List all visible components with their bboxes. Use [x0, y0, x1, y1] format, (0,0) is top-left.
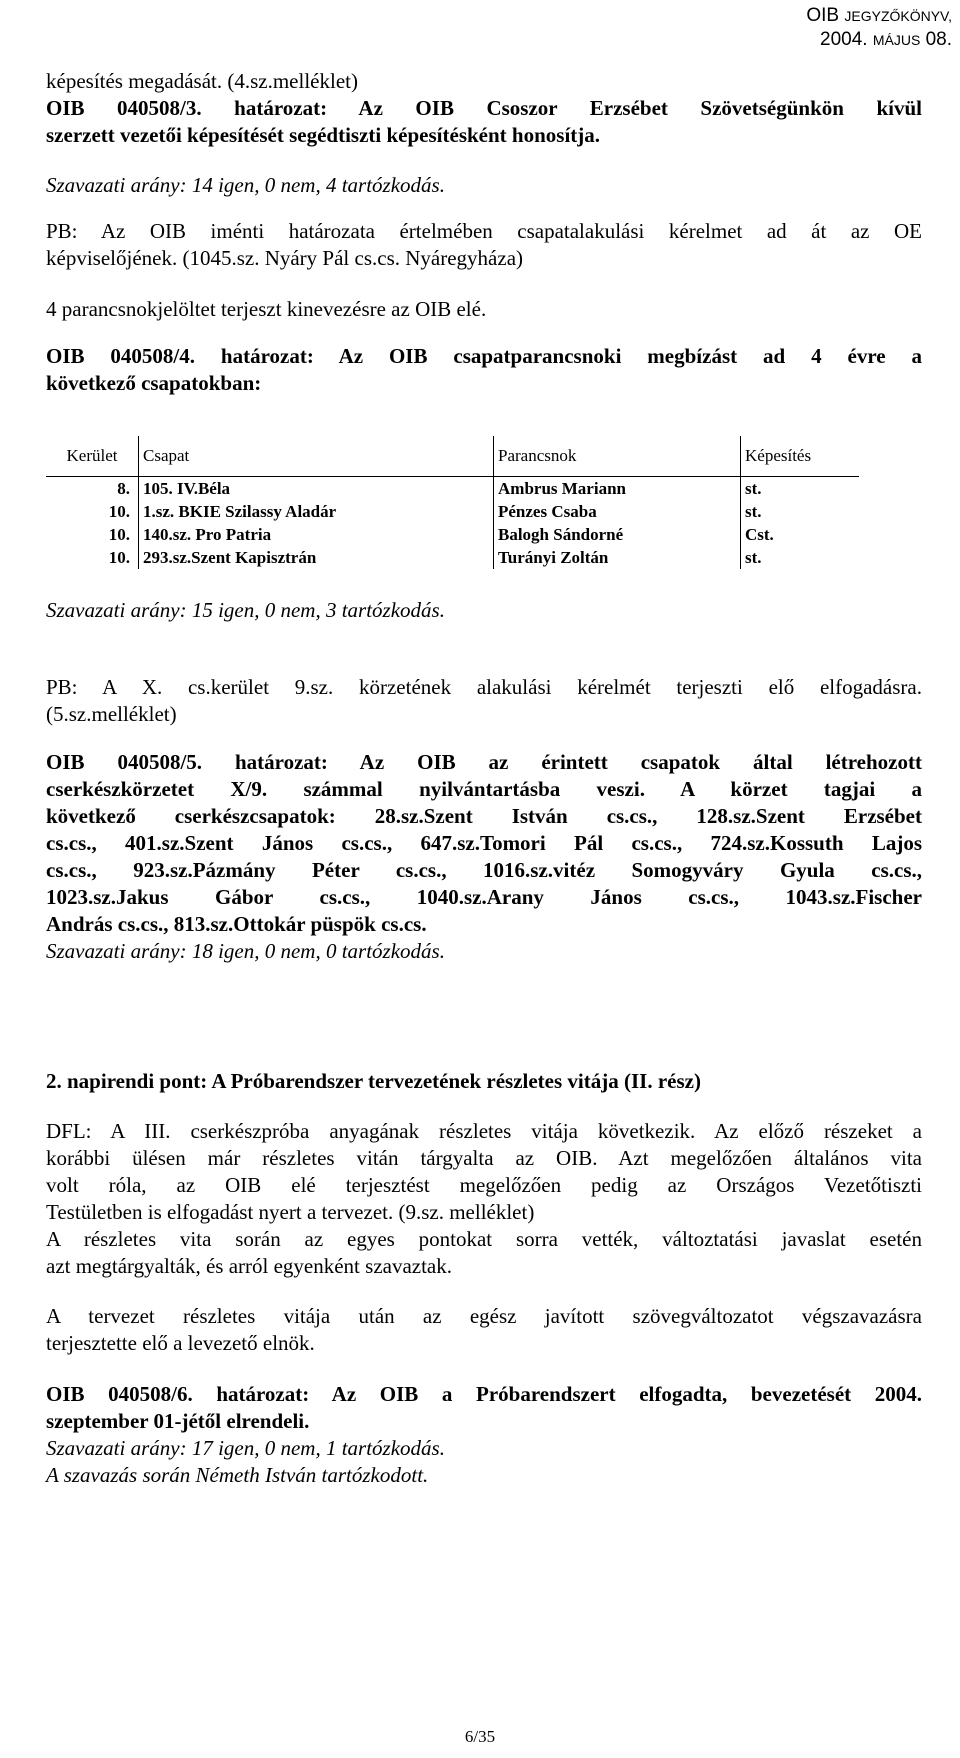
text-line: képesítés megadását. (4.sz.melléklet) [46, 69, 358, 93]
header-line-2: 2004. MÁJUS 08. [820, 29, 952, 50]
dfl-line: azt megtárgyalták, és arról egyenként szavaztak. [46, 1254, 453, 1278]
table-row [46, 477, 859, 501]
agenda-item-title: 2. napirendi pont: A Próbarendszer tervezetének részletes vitája (II. rész) [46, 1069, 701, 1093]
vote-ratio: Szavazati arány: 17 igen, 0 nem, 1 tartózkodás. [46, 1436, 445, 1460]
table-header-row [46, 436, 859, 477]
resolution-5-line: cs.cs., 401.sz.Szent János cs.cs., 647.sz.Tomori Pál cs.cs., 724.sz.Kossuth Lajos [46, 831, 922, 855]
pb-line: PB: A X. cs.kerület 9.sz. körzetének alakulási kérelmét terjeszti elő elfogadásra. [46, 675, 922, 699]
dfl-line: volt róla, az OIB elé terjesztést megelőzően pedig az Országos Vezetőtiszti [46, 1173, 922, 1197]
resolution-5-line: András cs.cs., 813.sz.Ottokár püspök cs.cs. [46, 912, 427, 936]
dfl-line: Testületben is elfogadást nyert a tervezet. (9.sz. melléklet) [46, 1200, 535, 1224]
dfl-line: A tervezet részletes vitája után az egész javított szövegváltozatot végszavazásra [46, 1304, 922, 1328]
header-cell: Kerület [46, 436, 139, 477]
header-line-1: OIB JEGYZŐKÖNYV, [806, 5, 952, 26]
header-cell: Csapat [139, 436, 494, 477]
resolution-5-line: következő cserkészcsapatok: 28.sz.Szent István cs.cs., 128.sz.Szent Erzsébet [46, 804, 922, 828]
page-number: 6/35 [464, 1727, 496, 1746]
table-row [46, 546, 859, 569]
dfl-line: terjesztette elő a levezető elnök. [46, 1331, 315, 1355]
table-cell: Turányi Zoltán [494, 546, 741, 569]
table-cell: 10. [46, 523, 139, 546]
table-cell: 8. [46, 477, 139, 501]
table-cell: st. [745, 501, 762, 521]
resolution-3-line: szerzett vezetői képesítését segédtiszti képesítésként honosítja. [46, 123, 601, 147]
resolution-4-line: OIB 040508/4. határozat: Az OIB csapatparancsnoki megbízást ad 4 évre a [46, 344, 922, 368]
table-cell: 140.sz. Pro Patria [139, 523, 494, 546]
page-header [806, 4, 952, 52]
resolution-5-line: OIB 040508/5. határozat: Az OIB az érintett csapatok által létrehozott [46, 750, 922, 774]
pb-line: (5.sz.melléklet) [46, 702, 177, 726]
header-cell: Képesítés [741, 436, 860, 477]
vote-ratio: Szavazati arány: 18 igen, 0 nem, 0 tartózkodás. [46, 939, 445, 963]
abstention-note: A szavazás során Németh István tartózkodott. [46, 1463, 429, 1487]
table-cell: Ambrus Mariann [494, 477, 741, 501]
resolution-6-line: szeptember 01-jétől elrendeli. [46, 1409, 310, 1433]
table-cell: Cst. [745, 524, 774, 544]
resolution-4-line: következő csapatokban: [46, 371, 262, 395]
table-cell: 1.sz. BKIE Szilassy Aladár [139, 500, 494, 523]
resolution-5-line: 1023.sz.Jakus Gábor cs.cs., 1040.sz.Arany János cs.cs., 1043.sz.Fischer [46, 885, 922, 909]
table-cell: 10. [46, 546, 139, 569]
pb-line: 4 parancsnokjelöltet terjeszt kinevezésre az OIB elé. [46, 297, 487, 321]
dfl-line: A részletes vita során az egyes pontokat sorra vették, változtatási javaslat esetén [46, 1227, 922, 1251]
vote-ratio: Szavazati arány: 14 igen, 0 nem, 4 tartózkodás. [46, 173, 445, 197]
pb-line: PB: Az OIB iménti határozata értelmében csapatalakulási kérelmet ad át az OE [46, 219, 922, 243]
resolution-5-line: cs.cs., 923.sz.Pázmány Péter cs.cs., 1016.sz.vitéz Somogyváry Gyula cs.cs., [46, 858, 922, 882]
resolution-6-line: OIB 040508/6. határozat: Az OIB a Próbarendszert elfogadta, bevezetését 2004. [46, 1382, 922, 1406]
table-row [46, 523, 859, 546]
vote-ratio: Szavazati arány: 15 igen, 0 nem, 3 tartózkodás. [46, 598, 445, 622]
table-row [46, 500, 859, 523]
resolution-5-line: cserkészkörzetet X/9. számmal nyilvántartásba veszi. A körzet tagjai a [46, 777, 922, 801]
table-cell: Balogh Sándorné [494, 523, 741, 546]
table-cell: Pénzes Csaba [494, 500, 741, 523]
table-cell: st. [745, 478, 762, 498]
dfl-line: DFL: A III. cserkészpróba anyagának részletes vitája következik. Az előző részeket a [46, 1119, 922, 1143]
table-cell: st. [745, 547, 762, 567]
header-cell: Parancsnok [494, 436, 741, 477]
resolution-3-line: OIB 040508/3. határozat: Az OIB Csoszor Erzsébet Szövetségünkön kívül [46, 96, 922, 120]
dfl-line: korábbi ülésen már részletes vitán tárgyalta az OIB. Azt megelőzően általános vita [46, 1146, 922, 1170]
table-cell: 10. [46, 500, 139, 523]
pb-line: képviselőjének. (1045.sz. Nyáry Pál cs.cs. Nyáregyháza) [46, 246, 524, 270]
troop-leaders-table [46, 436, 859, 569]
table-cell: 293.sz.Szent Kapisztrán [139, 546, 494, 569]
table-cell: 105. IV.Béla [139, 477, 494, 501]
